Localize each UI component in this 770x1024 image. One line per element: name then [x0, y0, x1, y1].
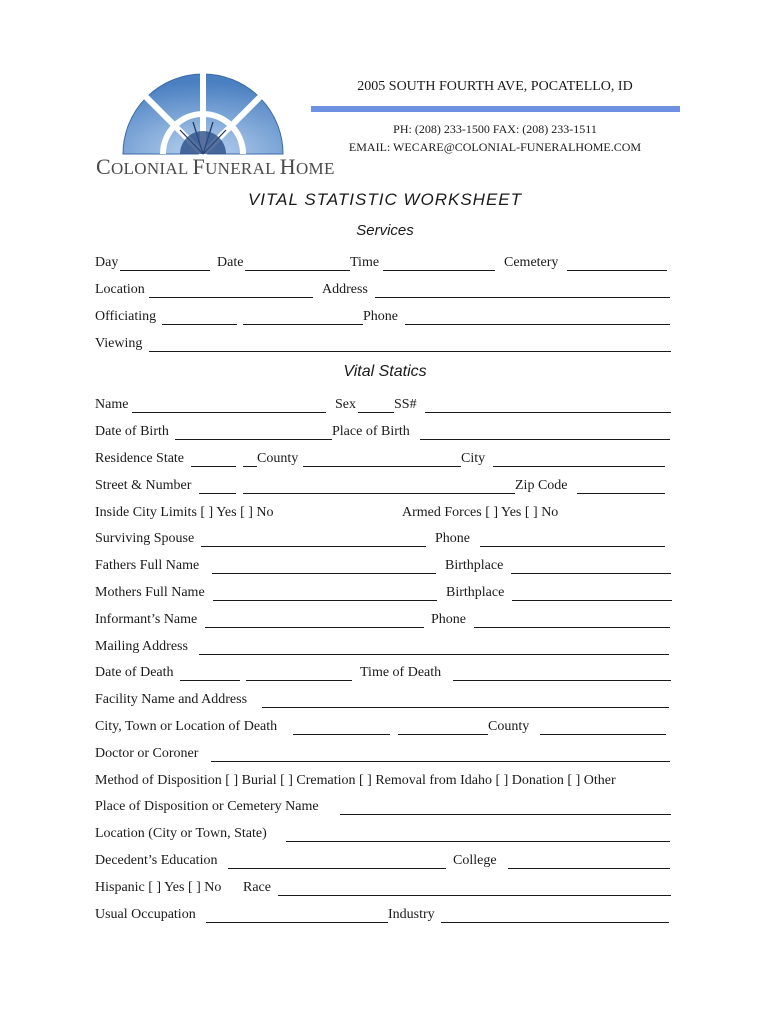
vital-row-hispanic — [95, 880, 675, 900]
industry-label: Industry — [388, 907, 435, 922]
location-field[interactable] — [149, 297, 313, 298]
mother-birthplace-label: Birthplace — [446, 585, 505, 600]
services-heading: Services — [356, 222, 414, 239]
vital-row-residence — [95, 451, 675, 471]
services-row-3 — [95, 309, 675, 329]
vital-row-place-of-disposition — [95, 799, 675, 819]
address-field[interactable] — [375, 297, 670, 298]
vital-row-street — [95, 478, 675, 498]
informant-phone-label: Phone — [431, 612, 466, 627]
address-label: Address — [322, 282, 368, 297]
name-field[interactable] — [132, 412, 326, 413]
street-number-label: Street & Number — [95, 478, 192, 493]
county-label: County — [257, 451, 299, 466]
county-prefix-field[interactable] — [243, 466, 257, 467]
doctor-label: Doctor or Coroner — [95, 746, 199, 761]
date-label: Date — [217, 255, 244, 270]
vital-row-father — [95, 558, 675, 578]
officiating-label: Officiating — [95, 309, 157, 324]
county-field[interactable] — [303, 466, 461, 467]
father-birthplace-field[interactable] — [511, 573, 671, 574]
mailing-address-label: Mailing Address — [95, 639, 188, 654]
father-birthplace-label: Birthplace — [445, 558, 504, 573]
informants-name-field[interactable] — [205, 627, 424, 628]
officiating-field-2[interactable] — [243, 324, 363, 325]
vital-row-facility — [95, 692, 675, 712]
death-county-label: County — [488, 719, 530, 734]
vital-row-education — [95, 853, 675, 873]
industry-field[interactable] — [441, 922, 669, 923]
surviving-spouse-label: Surviving Spouse — [95, 531, 195, 546]
place-of-disposition-label: Place of Disposition or Cemetery Name — [95, 799, 319, 814]
vital-row-disposition-method — [95, 773, 675, 793]
fathers-name-field[interactable] — [212, 573, 436, 574]
death-county-field[interactable] — [540, 734, 666, 735]
vital-row-mailing — [95, 639, 675, 659]
page-title: VITAL STATISTIC WORKSHEET — [247, 190, 523, 209]
location-city-state-label: Location (City or Town, State) — [95, 826, 267, 841]
armed-forces-checkboxes[interactable]: Armed Forces [ ] Yes [ ] No — [402, 505, 559, 520]
vital-row-spouse — [95, 531, 675, 551]
surviving-spouse-field[interactable] — [201, 546, 426, 547]
header-divider — [311, 106, 680, 112]
email-address: EMAIL: WECARE@COLONIAL-FUNERALHOME.COM — [348, 140, 642, 154]
race-label: Race — [243, 880, 271, 895]
business-address: 2005 SOUTH FOURTH AVE, POCATELLO, ID — [357, 79, 633, 94]
sex-label: Sex — [335, 397, 356, 412]
vital-row-mother — [95, 585, 675, 605]
vital-row-birth — [95, 424, 675, 444]
place-of-disposition-field[interactable] — [340, 814, 671, 815]
spouse-phone-field[interactable] — [480, 546, 665, 547]
mothers-name-label: Mothers Full Name — [95, 585, 205, 600]
mothers-name-field[interactable] — [213, 600, 437, 601]
fanlight-window-icon — [118, 62, 288, 158]
doctor-field[interactable] — [211, 761, 670, 762]
date-of-death-label: Date of Death — [95, 665, 174, 680]
date-of-death-field[interactable] — [180, 680, 240, 681]
vital-row-location-city-state — [95, 826, 675, 846]
disposition-method-checkboxes[interactable]: Method of Disposition [ ] Burial [ ] Cremation [ ] Removal from Idaho [ ] Donation [ ] Other — [95, 773, 616, 788]
zip-code-label: Zip Code — [515, 478, 568, 493]
phone-fax: PH: (208) 233-1500 FAX: (208) 233-1511 — [393, 122, 597, 136]
sex-field[interactable] — [358, 412, 394, 413]
cemetery-field[interactable] — [567, 270, 667, 271]
services-row-4 — [95, 336, 675, 356]
services-row-2 — [95, 282, 675, 302]
vital-row-name — [95, 397, 675, 417]
city-field[interactable] — [493, 466, 665, 467]
vital-row-death — [95, 665, 675, 685]
college-label: College — [453, 853, 497, 868]
death-county-prefix-field[interactable] — [398, 734, 488, 735]
location-city-state-field[interactable] — [286, 841, 670, 842]
time-of-death-field[interactable] — [453, 680, 671, 681]
viewing-label: Viewing — [95, 336, 143, 351]
services-row-1 — [95, 255, 675, 275]
city-label: City — [461, 451, 486, 466]
colonial-funeral-home-logo — [96, 62, 335, 188]
location-of-death-field[interactable] — [293, 734, 390, 735]
vital-row-occupation — [95, 907, 675, 927]
name-label: Name — [95, 397, 129, 412]
time-label: Time — [350, 255, 380, 270]
date-of-death-field-2[interactable] — [246, 680, 352, 681]
usual-occupation-label: Usual Occupation — [95, 907, 196, 922]
pob-label: Place of Birth — [332, 424, 410, 439]
facility-field[interactable] — [262, 707, 669, 708]
officiating-field[interactable] — [162, 324, 237, 325]
dob-label: Date of Birth — [95, 424, 169, 439]
time-of-death-label: Time of Death — [360, 665, 442, 680]
fathers-name-label: Fathers Full Name — [95, 558, 200, 573]
education-field[interactable] — [228, 868, 446, 869]
residence-state-label: Residence State — [95, 451, 185, 466]
street-number-field[interactable] — [199, 493, 236, 494]
informant-phone-field[interactable] — [474, 627, 670, 628]
viewing-field[interactable] — [149, 351, 671, 352]
hispanic-checkboxes[interactable]: Hispanic [ ] Yes [ ] No — [95, 880, 222, 895]
race-field[interactable] — [278, 895, 671, 896]
college-field[interactable] — [508, 868, 670, 869]
pob-field[interactable] — [420, 439, 670, 440]
spouse-phone-label: Phone — [435, 531, 470, 546]
location-label: Location — [95, 282, 145, 297]
vital-row-city-limits — [95, 505, 675, 525]
usual-occupation-field[interactable] — [206, 922, 388, 923]
mother-birthplace-field[interactable] — [512, 600, 672, 601]
day-label: Day — [95, 255, 119, 270]
services-phone-label: Phone — [363, 309, 398, 324]
facility-label: Facility Name and Address — [95, 692, 248, 707]
time-field[interactable] — [383, 270, 495, 271]
residence-state-field[interactable] — [191, 466, 236, 467]
vital-row-location-of-death — [95, 719, 675, 739]
ss-label: SS# — [394, 397, 417, 412]
cemetery-label: Cemetery — [504, 255, 559, 270]
inside-city-limits-checkboxes[interactable]: Inside City Limits [ ] Yes [ ] No — [95, 505, 274, 520]
ss-field[interactable] — [425, 412, 671, 413]
day-field[interactable] — [120, 270, 210, 271]
vital-row-doctor — [95, 746, 675, 766]
education-label: Decedent’s Education — [95, 853, 218, 868]
mailing-address-field[interactable] — [199, 654, 669, 655]
dob-field[interactable] — [175, 439, 332, 440]
vital-row-informant — [95, 612, 675, 632]
logo-wordmark: COLONIAL FUNERAL HOME — [96, 154, 335, 179]
street-field-2[interactable] — [243, 493, 515, 494]
informants-name-label: Informant’s Name — [95, 612, 198, 627]
vital-statics-heading: Vital Statics — [343, 363, 427, 380]
services-phone-field[interactable] — [405, 324, 670, 325]
zip-code-field[interactable] — [577, 493, 665, 494]
date-field[interactable] — [245, 270, 350, 271]
location-of-death-label: City, Town or Location of Death — [95, 719, 278, 734]
